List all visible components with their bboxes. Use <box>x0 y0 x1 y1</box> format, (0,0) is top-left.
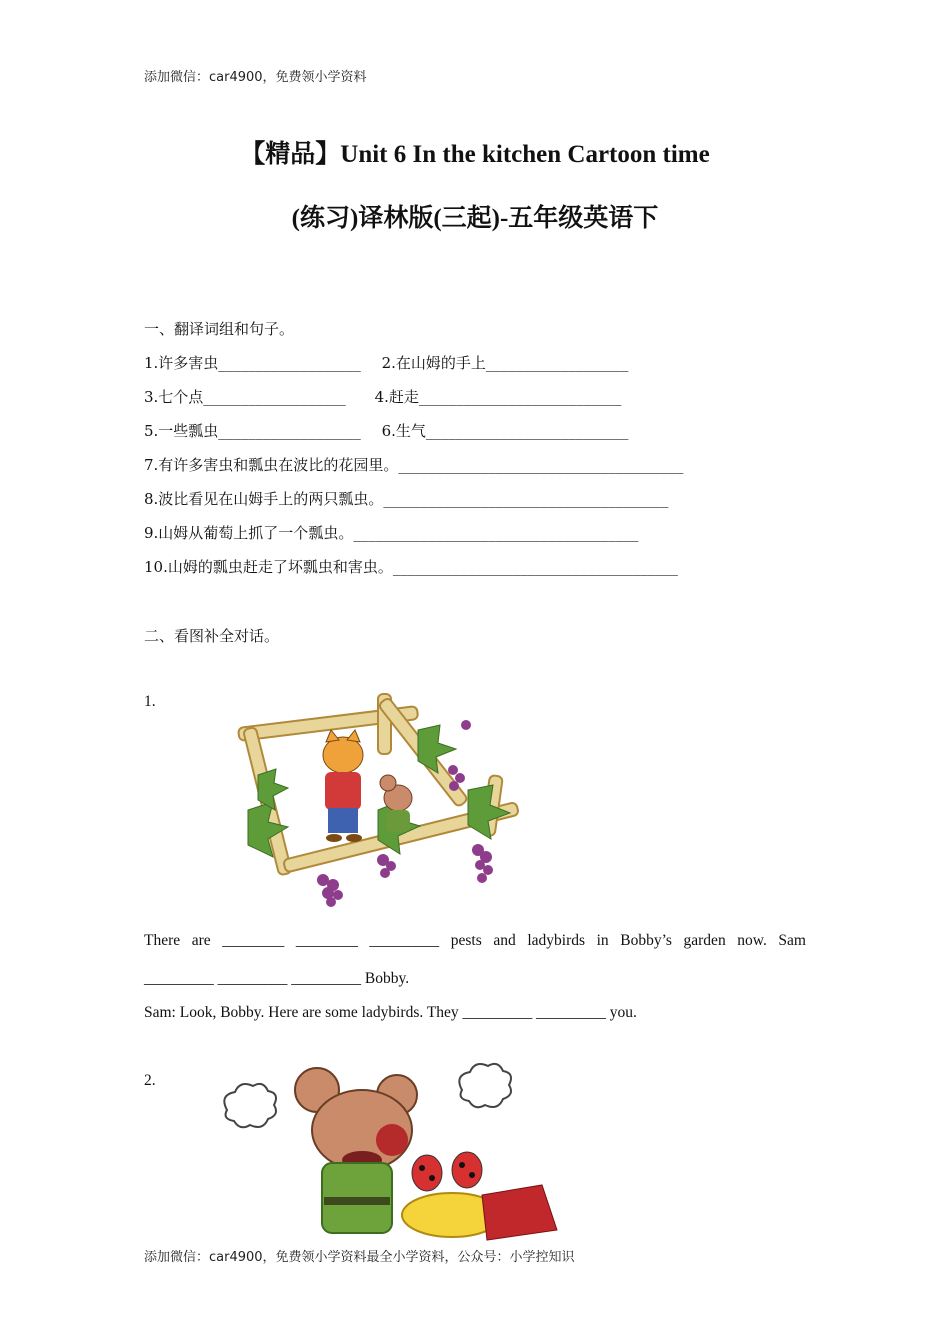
exercise-item: 4.赶走___________________________ <box>374 388 622 406</box>
exercise-item: 1.许多害虫___________________ <box>144 354 361 372</box>
grape-leaf <box>468 785 510 839</box>
document-title: 【精品】Unit 6 In the kitchen Cartoon time <box>240 141 710 168</box>
cartoon-garden-illustration <box>228 680 538 925</box>
exercise-item: 2.在山姆的手上___________________ <box>381 354 629 372</box>
exercise-item: 8.波比看见在山姆手上的两只瓢虫。______________________________________ <box>144 490 669 508</box>
exercise-item: 3.七个点___________________ <box>144 388 346 406</box>
angry-mouse-illustration <box>212 1055 562 1245</box>
question-number: 1. <box>144 693 156 710</box>
exercise-row <box>144 420 628 441</box>
header-note: 添加微信：car4900，免费领小学资料 <box>144 70 367 85</box>
steam-cloud <box>224 1084 276 1127</box>
footer-note: 添加微信：car4900，免费领小学资料最全小学资料，公众号：小学控知识 <box>144 1250 575 1265</box>
exercise-item: 10.山姆的瓢虫赶走了坏瓢虫和害虫。______________________________________ <box>144 558 678 576</box>
question-number: 2. <box>144 1072 156 1089</box>
exercise-row <box>144 352 628 373</box>
yellow-hand <box>402 1185 557 1240</box>
mouse-character <box>295 1068 417 1233</box>
question-text: There are ________ ________ _________ pests and ladybirds in Bobby’s garden now. Sam <box>144 932 806 949</box>
document-subtitle: (练习)译林版(三起)-五年级英语下 <box>291 205 659 232</box>
section1-heading: 一、翻译词组和句子。 <box>144 320 295 338</box>
exercise-item: 7.有许多害虫和瓢虫在波比的花园里。______________________________________ <box>144 456 684 474</box>
exercise-item: 9.山姆从葡萄上抓了一个瓢虫。______________________________________ <box>144 524 639 542</box>
section2-heading: 二、看图补全对话。 <box>144 627 280 645</box>
exercise-row <box>144 386 621 407</box>
ladybird-group <box>412 1152 482 1191</box>
exercise-item: 6.生气___________________________ <box>381 422 629 440</box>
steam-cloud <box>459 1064 511 1107</box>
question-text: Sam: Look, Bobby. Here are some ladybirds. They _________ _________ you. <box>144 1004 637 1021</box>
exercise-item: 5.一些瓢虫___________________ <box>144 422 361 440</box>
question-text: _________ _________ _________ Bobby. <box>144 970 410 987</box>
cat-character <box>323 730 363 842</box>
